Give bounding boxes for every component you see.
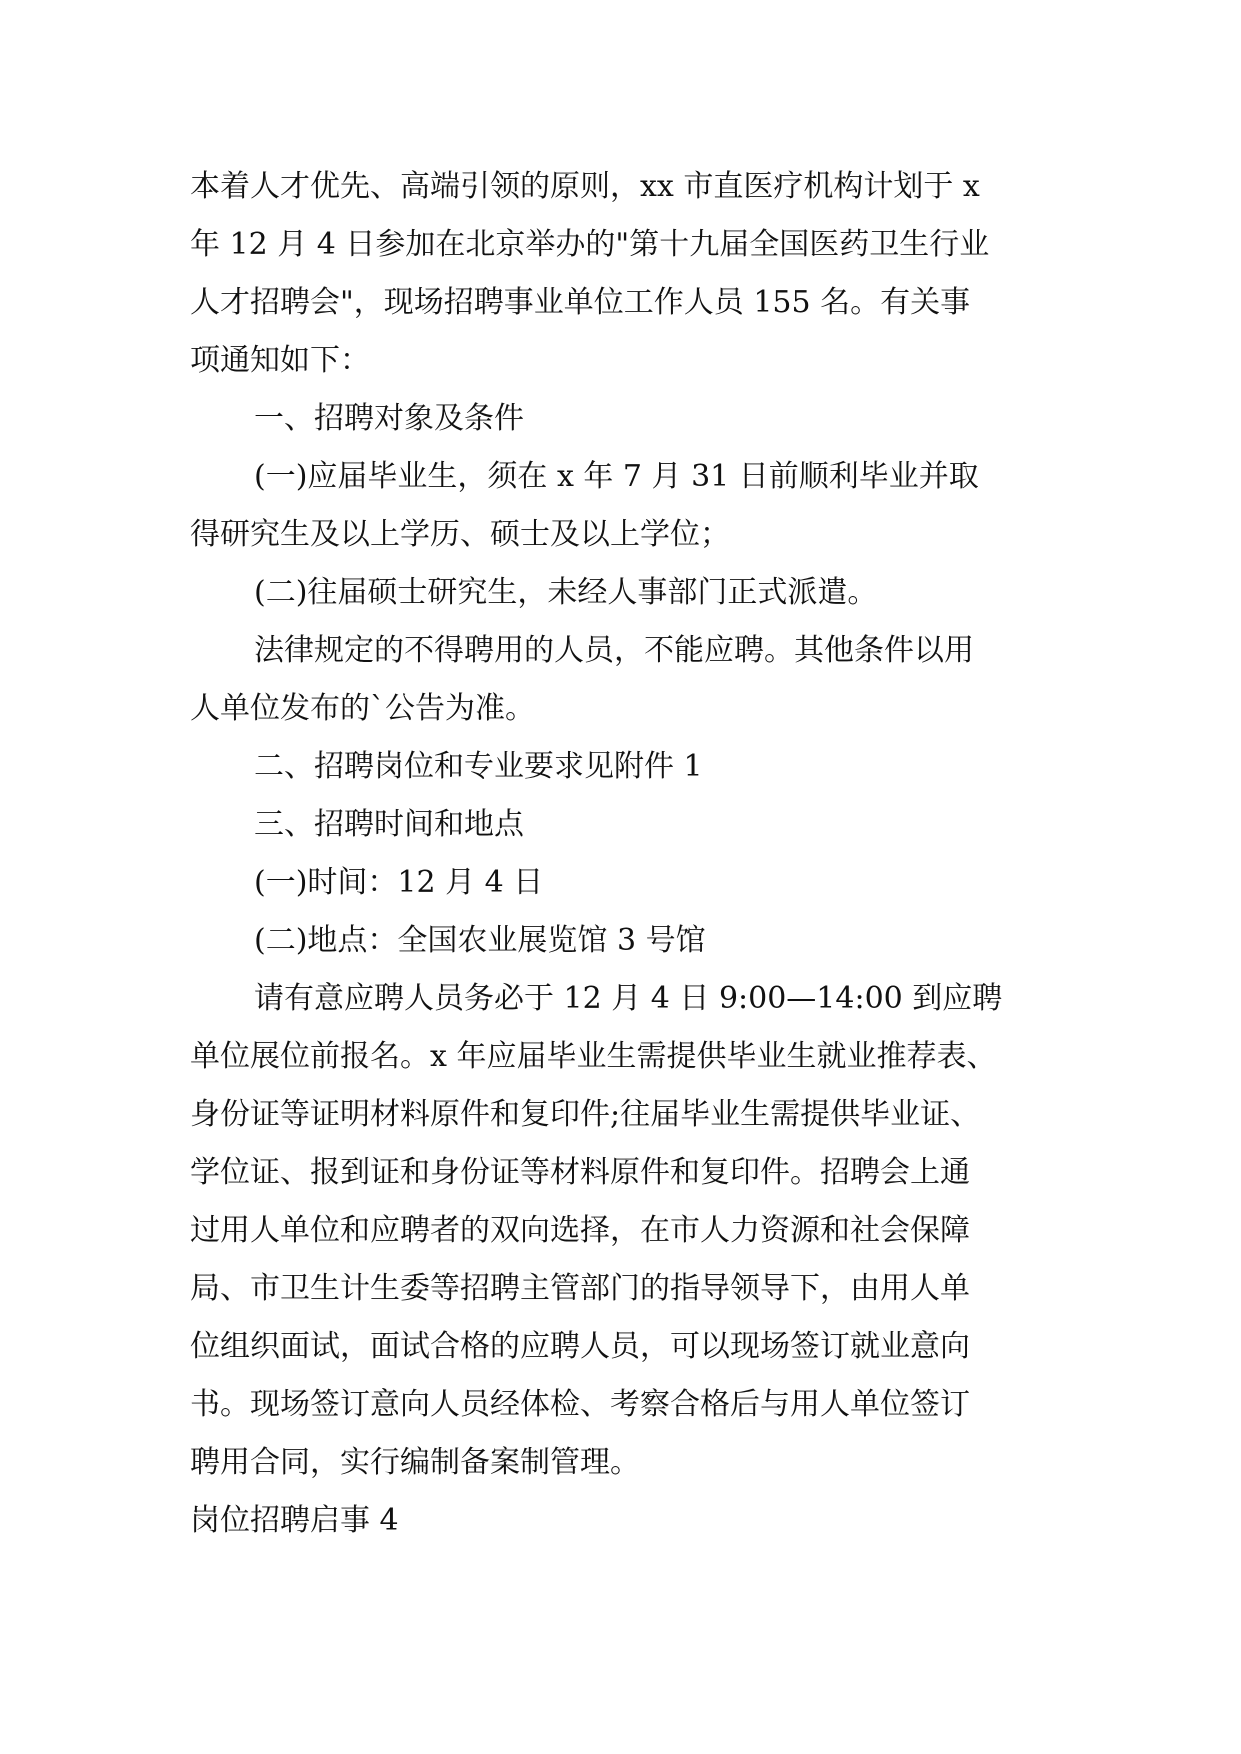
text-line: 局、市卫生计生委等招聘主管部门的指导领导下，由用人单 — [190, 1271, 970, 1306]
text-line: 项通知如下： — [190, 343, 370, 378]
text-line: 人单位发布的`公告为准。 — [190, 691, 535, 726]
text-line: 书。现场签订意向人员经体检、考察合格后与用人单位签订 — [190, 1387, 970, 1422]
text-line: 本着人才优先、高端引领的原则，xx 市直医疗机构计划于 x — [190, 169, 980, 204]
document-body — [190, 158, 1050, 1550]
text-line: (一)应届毕业生，须在 x 年 7 月 31 日前顺利毕业并取 — [254, 459, 979, 494]
text-line: 请有意应聘人员务必于 12 月 4 日 9:00—14:00 到应聘 — [254, 981, 1003, 1016]
section-heading: 三、招聘时间和地点 — [254, 807, 524, 842]
text-line: 身份证等证明材料原件和复印件;往届毕业生需提供毕业证、 — [190, 1097, 981, 1132]
text-line: 单位展位前报名。x 年应届毕业生需提供毕业生就业推荐表、 — [190, 1039, 997, 1074]
text-line: 位组织面试，面试合格的应聘人员，可以现场签订就业意向 — [190, 1329, 970, 1364]
text-line: 过用人单位和应聘者的双向选择，在市人力资源和社会保障 — [190, 1213, 970, 1248]
text-line: 学位证、报到证和身份证等材料原件和复印件。招聘会上通 — [190, 1155, 970, 1190]
text-line: (二)往届硕士研究生，未经人事部门正式派遣。 — [254, 575, 878, 610]
text-line: 聘用合同，实行编制备案制管理。 — [190, 1445, 640, 1480]
text-line: 人才招聘会"，现场招聘事业单位工作人员 155 名。有关事 — [190, 285, 971, 320]
text-line: 法律规定的不得聘用的人员，不能应聘。其他条件以用 — [254, 633, 974, 668]
text-line: 年 12 月 4 日参加在北京举办的"第十九届全国医药卫生行业 — [190, 227, 990, 262]
text-line: 得研究生及以上学历、硕士及以上学位； — [190, 517, 730, 552]
document-title: 岗位招聘启事 4 — [190, 1503, 399, 1538]
text-line: (二)地点：全国农业展览馆 3 号馆 — [254, 923, 706, 958]
text-line: (一)时间：12 月 4 日 — [254, 865, 544, 900]
section-heading: 一、招聘对象及条件 — [254, 401, 524, 436]
section-heading: 二、招聘岗位和专业要求见附件 1 — [254, 749, 703, 784]
